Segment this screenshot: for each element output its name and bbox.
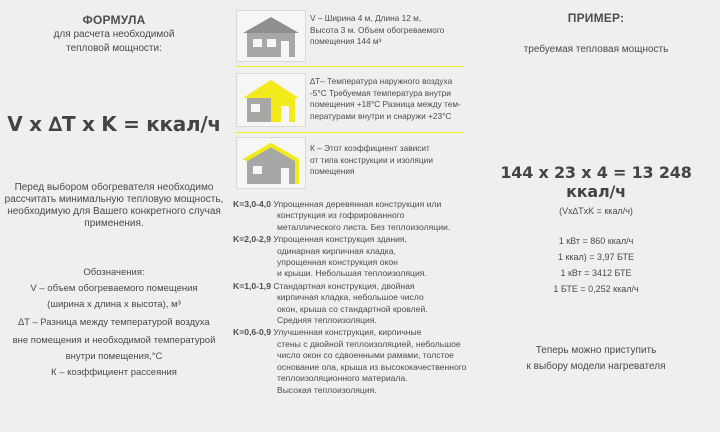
legend-dt-1: ∆T – Разница между температурой воздуха: [18, 317, 210, 328]
conversion-line: 1 ккал) = 3,97 БТЕ: [557, 252, 635, 262]
k-item-2: [233, 234, 473, 280]
example-title: ПРИМЕР:: [567, 11, 625, 25]
k-item-text: Высокая теплоизоляция.: [277, 384, 377, 395]
intro-line-1: Перед выбором обогревателя необходимо: [14, 182, 214, 193]
k-item-text: число окон со сдвоенными рамами, толстое: [277, 350, 454, 361]
house2-desc-line: ∆T– Температура наружного воздуха: [310, 76, 453, 86]
k-item-text: Улучшенная конструкция, кирпичные: [273, 327, 422, 338]
k-item-key: K=1,0-1,9: [233, 280, 271, 291]
example-subtitle: требуемая тепловая мощность: [523, 44, 669, 55]
house1-desc-line: помещения 144 м³: [310, 36, 382, 46]
house2-desc-line: пературами внутри и снаружи +23°C: [310, 110, 452, 121]
k-item-1: [233, 199, 473, 233]
footer-line-1: Теперь можно приступить: [535, 345, 657, 356]
conversion-line: 1 БТЕ = 0,252 ккал/ч: [553, 284, 639, 294]
formula-subtitle-2: тепловой мощности:: [66, 43, 162, 54]
legend-dt-2: вне помещения и необходимой температурой: [12, 335, 216, 346]
k-item-text: упрощенная конструкция окон: [277, 257, 398, 268]
legend-v-2: (ширина x длина x высота), м³: [47, 299, 181, 310]
example-column: [476, 0, 716, 432]
house1-desc-line: V – Ширина 4 м, Длина 12 м,: [310, 13, 422, 23]
formula-title: ФОРМУЛА: [82, 13, 146, 27]
conversion-line: 1 кВт = 3412 БТЕ: [560, 268, 632, 278]
house-yellow-icon: [237, 74, 305, 126]
yellow-divider-2: [236, 132, 464, 133]
footer-line-2: к выбору модели нагревателя: [526, 361, 666, 372]
house1-desc-line: Высота 3 м. Объем обогреваемого: [310, 24, 445, 35]
house-gray-illustration: [236, 10, 306, 62]
yellow-divider-1: [236, 66, 464, 67]
house2-desc-line: -5°C Требуемая температура внутри: [310, 87, 451, 98]
k-item-text: одинарная кирпичная кладка,: [277, 245, 396, 256]
house1-description: [310, 13, 470, 48]
k-item-text: основание ола, крыша из высококачественного: [277, 361, 467, 372]
k-item-text: кирпичная кладка, небольшое число: [277, 292, 424, 303]
house3-desc-line: помещения: [310, 166, 355, 176]
k-item-key: K=0,6-0,9: [233, 327, 271, 338]
house-insulation-icon: [237, 138, 305, 188]
intro-line-3: необходимую для Вашего конкретного случая: [7, 206, 221, 217]
legend-title: Обозначения:: [83, 267, 145, 278]
formula-subtitle-1: для расчета необходимой: [53, 29, 175, 40]
k-item-text: Упрощенная конструкция здания,: [273, 234, 407, 245]
k-item-text: Средняя теплоизоляция.: [277, 315, 377, 326]
example-result: 144 x 23 x 4 = 13 248 ккал/ч: [500, 163, 692, 201]
house2-desc-line: помещения +18°C Разница между тем-: [310, 99, 461, 109]
legend-k: К – коэффициент рассеяния: [51, 367, 177, 378]
k-item-text: окон, крыша со стандартной кровлей.: [277, 303, 428, 314]
k-item-text: теплоизоляционного материала.: [277, 373, 408, 384]
k-item-text: металлического листа. Без теплоизоляции.: [277, 221, 451, 232]
k-item-text: конструкция из гофрированного: [277, 210, 405, 221]
house-insulation-illustration: [236, 137, 306, 189]
k-item-text: Упрощенная деревянная конструкция или: [273, 199, 442, 209]
k-item-text: и крыши. Небольшая теплоизоляция.: [277, 268, 427, 279]
example-formula-note: (Vx∆TxK = ккал/ч): [559, 206, 633, 216]
legend-dt-3: внутри помещения,°C: [65, 351, 163, 362]
k-item-text: Стандартная конструкция, двойная: [273, 280, 415, 291]
k-item-4: [233, 327, 473, 395]
k-item-3: [233, 281, 473, 327]
main-formula: V x ∆T x K = ккал/ч: [7, 112, 221, 136]
k-item-text: стены с двойной теплоизоляцией, небольшое: [277, 338, 461, 349]
intro-line-4: применения.: [84, 218, 144, 229]
k-coefficient-list: [233, 199, 473, 396]
house3-desc-line: от типа конструкции и изоляции: [310, 154, 433, 165]
house3-description: [310, 143, 470, 178]
conversion-line: 1 кВт = 860 ккал/ч: [558, 236, 634, 246]
house2-description: [310, 76, 470, 122]
k-item-key: K=3,0-4,0: [233, 199, 271, 209]
house3-desc-line: К – Этот коэффициент зависит: [310, 143, 430, 153]
formula-column: [0, 0, 228, 432]
intro-line-2: рассчитать минимальную тепловую мощность,: [4, 194, 224, 205]
k-item-key: K=2,0-2,9: [233, 234, 271, 245]
house-yellow-illustration: [236, 73, 306, 127]
legend-v-1: V – объем обогреваемого помещения: [30, 283, 198, 294]
house-gray-icon: [237, 11, 305, 61]
